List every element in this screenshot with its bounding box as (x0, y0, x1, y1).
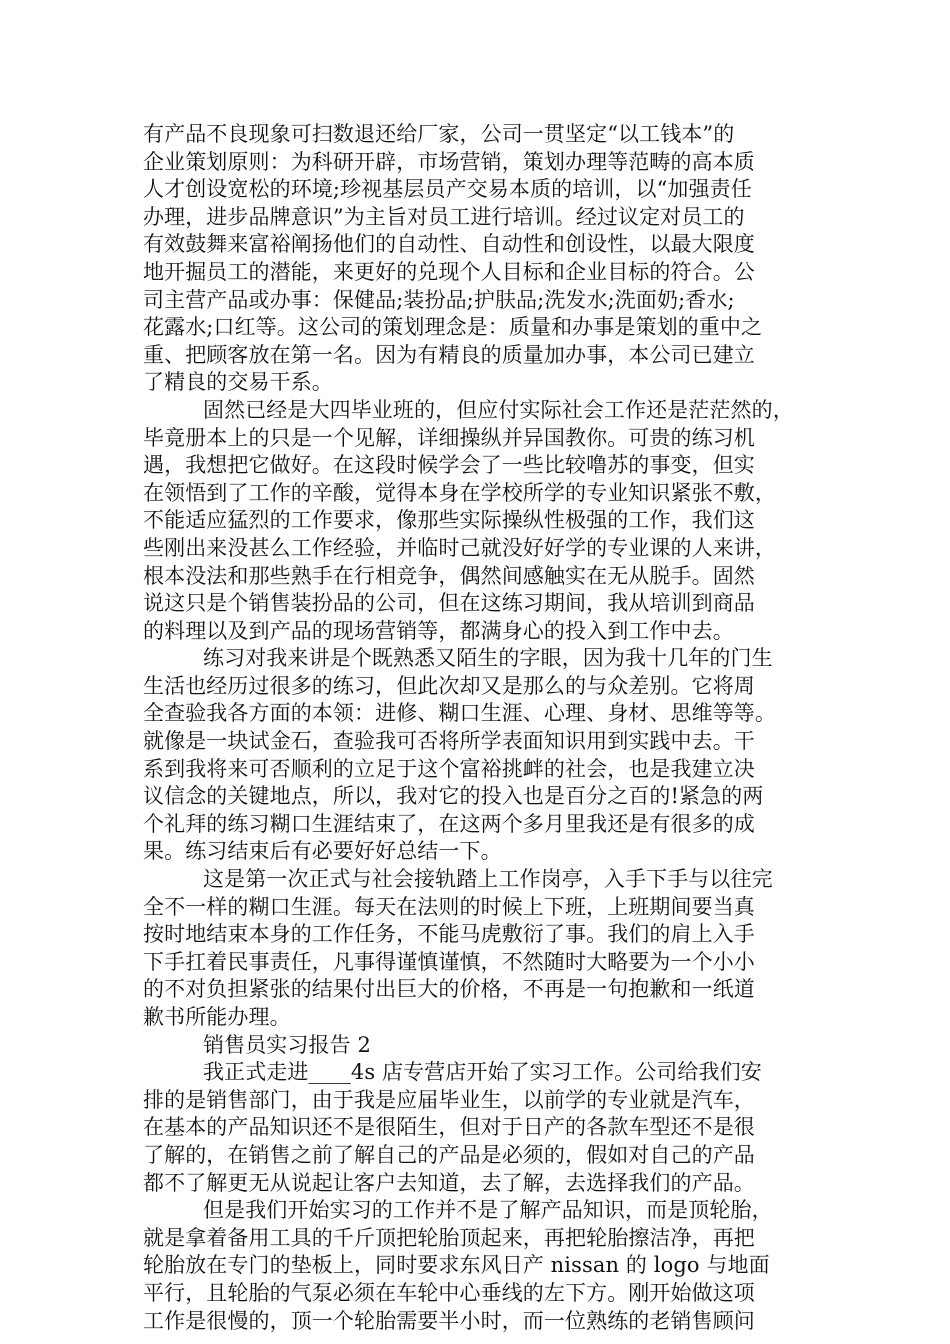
text-line: 重、把顾客放在第一名。因为有精良的质量加办事，本公司已建立 (143, 342, 755, 367)
text-line: 我正式走进____4s 店专营店开始了实习工作。公司给我们安 (203, 1060, 762, 1085)
text-line: 了解的，在销售之前了解自己的产品是必须的，假如对自己的产品 (143, 1142, 755, 1167)
text-line: 下手扛着民事责任，凡事得谨慎谨慎，不然随时大略要为一个小小 (143, 949, 755, 974)
text-line: 轮胎放在专门的垫板上，同时要求东风日产 nissan 的 logo 与地面 (143, 1253, 770, 1278)
text-line: 按时地结束本身的工作任务，不能马虎敷衍了事。我们的肩上入手 (143, 922, 755, 947)
text-line: 果。练习结束后有必要好好总结一下。 (143, 839, 502, 864)
text-line: 在基本的产品知识还不是很陌生，但对于日产的各款车型还不是很 (143, 1115, 755, 1140)
text-line: 了精良的交易干系。 (143, 370, 333, 395)
text-line: 工作是很慢的，顶一个轮胎需要半小时，而一位熟练的老销售顾问 (143, 1308, 755, 1333)
text-line: 些刚出来没甚么工作经验，并临时己就没好好学的专业课的人来讲， (143, 535, 776, 560)
text-line: 花露水;口红等。这公司的策划理念是：质量和办事是策划的重中之 (143, 315, 763, 340)
text-line: 办理，进步品牌意识”为主旨对员工进行培训。经过议定对员工的 (143, 204, 745, 229)
text-line: 司主营产品或办事：保健品;装扮品;护肤品;洗发水;洗面奶;香水; (143, 287, 735, 312)
text-line: 就像是一块试金石，查验我可否将所学表面知识用到实践中去。干 (143, 729, 755, 754)
text-line: 销售员实习报告 2 (203, 1032, 371, 1057)
text-line: 练习对我来讲是个既熟悉又陌生的字眼，因为我十几年的门生 (203, 646, 773, 671)
text-line: 个礼拜的练习糊口生涯结束了，在这两个多月里我还是有很多的成 (143, 811, 755, 836)
text-line: 但是我们开始实习的工作并不是了解产品知识，而是顶轮胎， (203, 1198, 773, 1223)
text-line: 排的是销售部门，由于我是应届毕业生，以前学的专业就是汽车， (143, 1087, 755, 1112)
text-line: 全不一样的糊口生涯。每天在法则的时候上下班，上班期间要当真 (143, 894, 755, 919)
text-line: 在领悟到了工作的辛酸，觉得本身在学校所学的专业知识紧张不敷， (143, 480, 776, 505)
text-line: 固然已经是大四毕业班的，但应付实际社会工作还是茫茫然的， (203, 397, 794, 422)
text-line: 歉书所能办理。 (143, 1005, 291, 1029)
text-line: 有产品不良现象可扫数退还给厂家，公司一贯坚定“以工钱本”的 (143, 122, 735, 146)
text-line: 这是第一次正式与社会接轨踏上工作岗亭，入手下手与以往完 (203, 867, 773, 892)
text-line: 不能适应猛烈的工作要求，像那些实际操纵性极强的工作，我们这 (143, 508, 755, 533)
text-line: 毕竟册本上的只是一个见解，详细操纵并异国教你。可贵的练习机 (143, 425, 755, 450)
text-line: 平行，且轮胎的气泵必须在车轮中心垂线的左下方。刚开始做这项 (143, 1280, 755, 1305)
text-line: 生活也经历过很多的练习，但此次却又是那么的与众差别。它将周 (143, 673, 755, 698)
text-line: 有效鼓舞来富裕阐扬他们的自动性、自动性和创设性，以最大限度 (143, 232, 755, 257)
text-line: 的料理以及到产品的现场营销等，都满身心的投入到工作中去。 (143, 618, 734, 643)
text-line: 说这只是个销售装扮品的公司，但在这练习期间，我从培训到商品 (143, 591, 755, 616)
text-line: 遇，我想把它做好。在这段时候学会了一些比较噜苏的事变，但实 (143, 453, 755, 478)
text-line: 就是拿着备用工具的千斤顶把轮胎顶起来，再把轮胎擦洁净，再把 (143, 1225, 755, 1250)
text-line: 人才创设宽松的环境;珍视基层员产交易本质的培训，以“加强责任 (143, 177, 752, 202)
text-line: 系到我将来可否顺利的立足于这个富裕挑衅的社会，也是我建立决 (143, 756, 755, 781)
text-line: 都不了解更无从说起让客户去知道，去了解，去选择我们的产品。 (143, 1170, 755, 1195)
text-line: 议信念的关键地点，所以，我对它的投入也是百分之百的!紧急的两 (143, 784, 764, 809)
document-body (143, 121, 803, 1335)
text-line: 全查验我各方面的本领：进修、糊口生涯、心理、身材、思维等等。 (143, 701, 776, 726)
text-line: 根本没法和那些熟手在行相竞争，偶然间感触实在无从脱手。固然 (143, 563, 755, 588)
text-line: 的不对负担紧张的结果付出巨大的价格，不再是一句抱歉和一纸道 (143, 977, 755, 1002)
text-line: 地开掘员工的潜能，来更好的兑现个人目标和企业目标的符合。公 (143, 259, 755, 284)
text-line: 企业策划原则：为科研开辟，市场营销，策划办理等范畴的高本质 (143, 149, 755, 174)
